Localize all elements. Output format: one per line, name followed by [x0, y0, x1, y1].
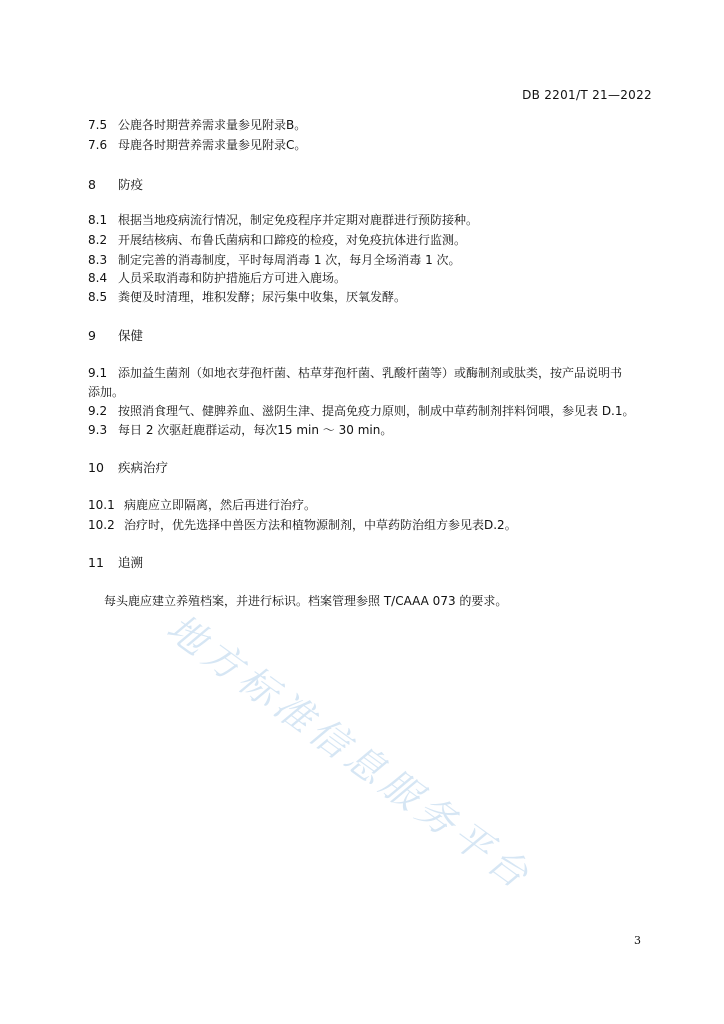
section-number: 8 — [88, 177, 96, 192]
section-heading-8 — [88, 177, 143, 193]
clause-10-2 — [88, 517, 517, 533]
clause-number: 7.5 — [88, 118, 108, 132]
section-heading-10 — [88, 460, 168, 476]
page-number: 3 — [634, 934, 641, 947]
clause-10-1 — [88, 497, 316, 513]
clause-number: 8.2 — [88, 233, 108, 247]
clause-8-2 — [88, 232, 466, 248]
section-title: 追溯 — [118, 555, 144, 570]
clause-number: 10.2 — [88, 518, 115, 532]
clause-number: 8.5 — [88, 290, 108, 304]
clause-number: 8.3 — [88, 253, 108, 267]
clause-9-3 — [88, 422, 392, 438]
section-heading-11 — [88, 555, 143, 571]
clause-text-continuation: 添加。 — [88, 385, 125, 399]
clause-number: 8.4 — [88, 271, 108, 285]
clause-text: 按照消食理气、健脾养血、滋阴生津、提高免疫力原则，制成中草药制剂拌料饲喂，参见表 D.1。 — [118, 404, 635, 418]
clause-9-1 — [88, 365, 622, 381]
clause-text: 治疗时，优先选择中兽医方法和植物源制剂，中草药防治组方参见表D.2。 — [124, 518, 517, 532]
section-title: 保健 — [118, 328, 144, 343]
clause-text: 人员采取消毒和防护措施后方可进入鹿场。 — [118, 271, 347, 285]
clause-number: 9.3 — [88, 423, 108, 437]
clause-8-5 — [88, 289, 406, 305]
clause-9-1-continuation — [88, 384, 124, 400]
section-number: 11 — [88, 555, 104, 570]
clause-9-2 — [88, 403, 635, 419]
clause-text: 粪便及时清理，堆积发酵；尿污集中收集，厌氧发酵。 — [118, 290, 407, 304]
clause-8-1 — [88, 212, 478, 228]
section-heading-9 — [88, 328, 143, 344]
clause-text: 添加益生菌剂（如地衣芽孢杆菌、枯草芽孢杆菌、乳酸杆菌等）或酶制剂或肽类，按产品说明书 — [118, 366, 623, 380]
section-title: 疾病治疗 — [118, 460, 169, 475]
clause-number: 9.2 — [88, 404, 108, 418]
clause-number: 9.1 — [88, 366, 108, 380]
section-number: 10 — [88, 460, 104, 475]
clause-number: 10.1 — [88, 498, 115, 512]
clause-text: 制定完善的消毒制度，平时每周消毒 1 次，每月全场消毒 1 次。 — [118, 253, 461, 267]
clause-text: 病鹿应立即隔离，然后再进行治疗。 — [124, 498, 317, 512]
paragraph-text: 每头鹿应建立养殖档案，并进行标识。档案管理参照 T/CAAA 073 的要求。 — [104, 594, 508, 608]
clause-text: 公鹿各时期营养需求量参见附录B。 — [118, 118, 307, 132]
clause-text: 开展结核病、布鲁氏菌病和口蹄疫的检疫，对免疫抗体进行监测。 — [118, 233, 467, 247]
clause-7-5 — [88, 117, 306, 133]
clause-number: 7.6 — [88, 138, 108, 152]
section-11-paragraph — [104, 593, 507, 609]
document-id: DB 2201/T 21—2022 — [522, 88, 652, 102]
clause-number: 8.1 — [88, 213, 108, 227]
clause-7-6 — [88, 137, 306, 153]
clause-text: 母鹿各时期营养需求量参见附录C。 — [118, 138, 307, 152]
clause-8-4 — [88, 270, 346, 286]
clause-text: 根据当地疫病流行情况，制定免疫程序并定期对鹿群进行预防接种。 — [118, 213, 479, 227]
watermark: 地方标准信息服务平台 — [158, 605, 541, 900]
clause-text: 每日 2 次驱赶鹿群运动，每次15 min ～ 30 min。 — [118, 423, 393, 437]
clause-8-3 — [88, 252, 461, 268]
section-number: 9 — [88, 328, 96, 343]
section-title: 防疫 — [118, 177, 144, 192]
